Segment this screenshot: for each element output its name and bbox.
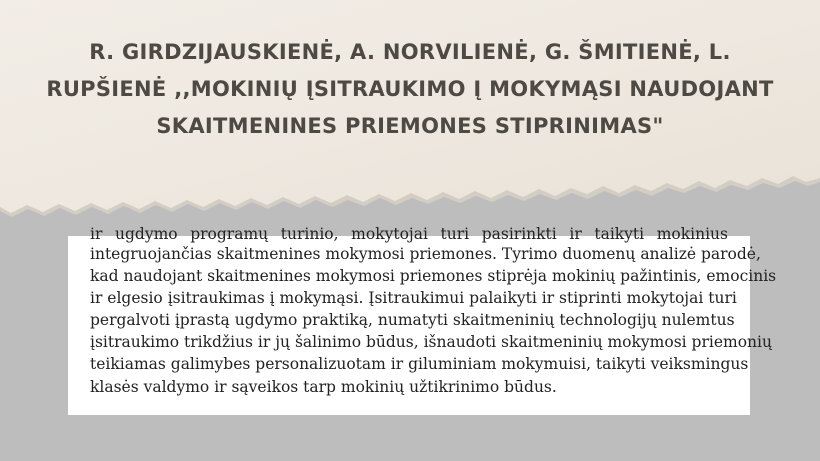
title-line-2: RUPŠIENĖ ,,MOKINIŲ ĮSITRAUKIMO Į MOKYMĄSI NAUDOJANT — [46, 77, 774, 101]
excerpt-line-6: teikiamas galimybes personalizuotam ir giluminiam mokymuisi, taikyti veiksmingus — [90, 355, 749, 374]
title-line-3: SKAITMENINES PRIEMONES STIPRINIMAS" — [156, 114, 664, 138]
excerpt-line-5: įsitraukimo trikdžius ir jų šalinimo būdus, išnaudoti skaitmeninių mokymosi priemonių — [90, 333, 772, 352]
excerpt-line-2: kad naudojant skaitmenines mokymosi priemones stiprėja mokinių pažintinis, emocinis — [90, 267, 777, 286]
title-line-1: R. GIRDZIJAUSKIENĖ, A. NORVILIENĖ, G. ŠMITIENĖ, L. — [89, 40, 731, 64]
excerpt-cut-off-text: ir ugdymo programų turinio, mokytojai turi pasirinkti ir taikyti mokinius — [90, 225, 728, 243]
excerpt-line-3: ir elgesio įsitraukimas į mokymąsi. Įsitraukimui palaikyti ir stiprinti mokytojai turi — [90, 289, 737, 308]
excerpt-cut-off-line — [90, 223, 728, 243]
excerpt-line-7: klasės valdymo ir sąveikos tarp mokinių užtikrinimo būdus. — [90, 377, 557, 396]
excerpt-panel — [68, 225, 777, 415]
slide-title — [20, 34, 800, 145]
excerpt-line-1: integruojančias skaitmenines mokymosi priemones. Tyrimo duomenų analizė parodė, — [90, 245, 761, 263]
excerpt-line-4: pergalvoti įprastą ugdymo praktiką, numatyti skaitmeninių technologijų nulemtus — [90, 311, 735, 330]
